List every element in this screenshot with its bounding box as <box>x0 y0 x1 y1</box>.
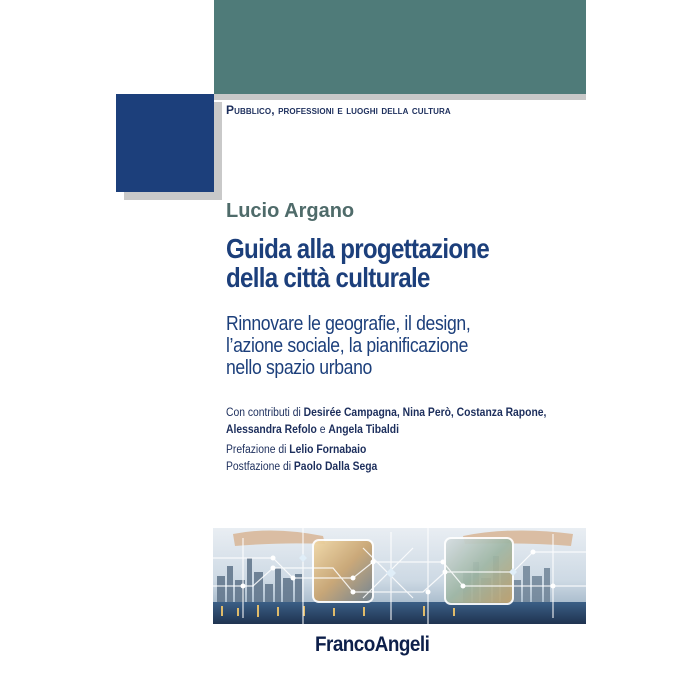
subtitle-line: Rinnovare le geografie, il design, <box>226 313 471 335</box>
contributors-conjunction: e <box>319 424 326 436</box>
contributors-line-2 <box>226 422 568 439</box>
title-line: della città culturale <box>226 262 430 293</box>
contributors-names: Desirée Campagna, Nina Però, Costanza Rapone, <box>303 407 547 419</box>
preface-postface <box>226 442 532 476</box>
series-name: Pubblico, professioni e luoghi della cultura <box>226 103 451 117</box>
postface-label: Postfazione di <box>226 461 292 473</box>
navy-square <box>116 94 214 192</box>
city-network-illustration <box>213 528 586 624</box>
book-title <box>226 234 527 292</box>
publisher-logo-text: FrancoAngeli <box>315 633 430 656</box>
author-name: Lucio Argano <box>226 200 355 222</box>
contributor-name: Alessandra Refolo <box>226 424 317 436</box>
teal-header-band <box>214 0 586 94</box>
contributors <box>226 405 568 439</box>
contributor-name: Angela Tibaldi <box>328 424 399 436</box>
subtitle-line: l’azione sociale, la pianificazione <box>226 335 469 357</box>
book-subtitle <box>226 313 543 379</box>
postface-line <box>226 459 532 476</box>
contributors-line-1 <box>226 405 568 422</box>
subtitle-line: nello spazio urbano <box>226 357 372 379</box>
preface-author: Lelio Fornabaio <box>289 444 367 456</box>
title-line: Guida alla progettazione <box>226 233 490 264</box>
contributors-intro: Con contributi di <box>226 407 301 419</box>
preface-line <box>226 442 532 459</box>
gray-stripe <box>214 94 586 100</box>
postface-author: Paolo Dalla Sega <box>293 461 378 473</box>
preface-label: Prefazione di <box>226 444 287 456</box>
cover-illustration <box>213 528 586 624</box>
